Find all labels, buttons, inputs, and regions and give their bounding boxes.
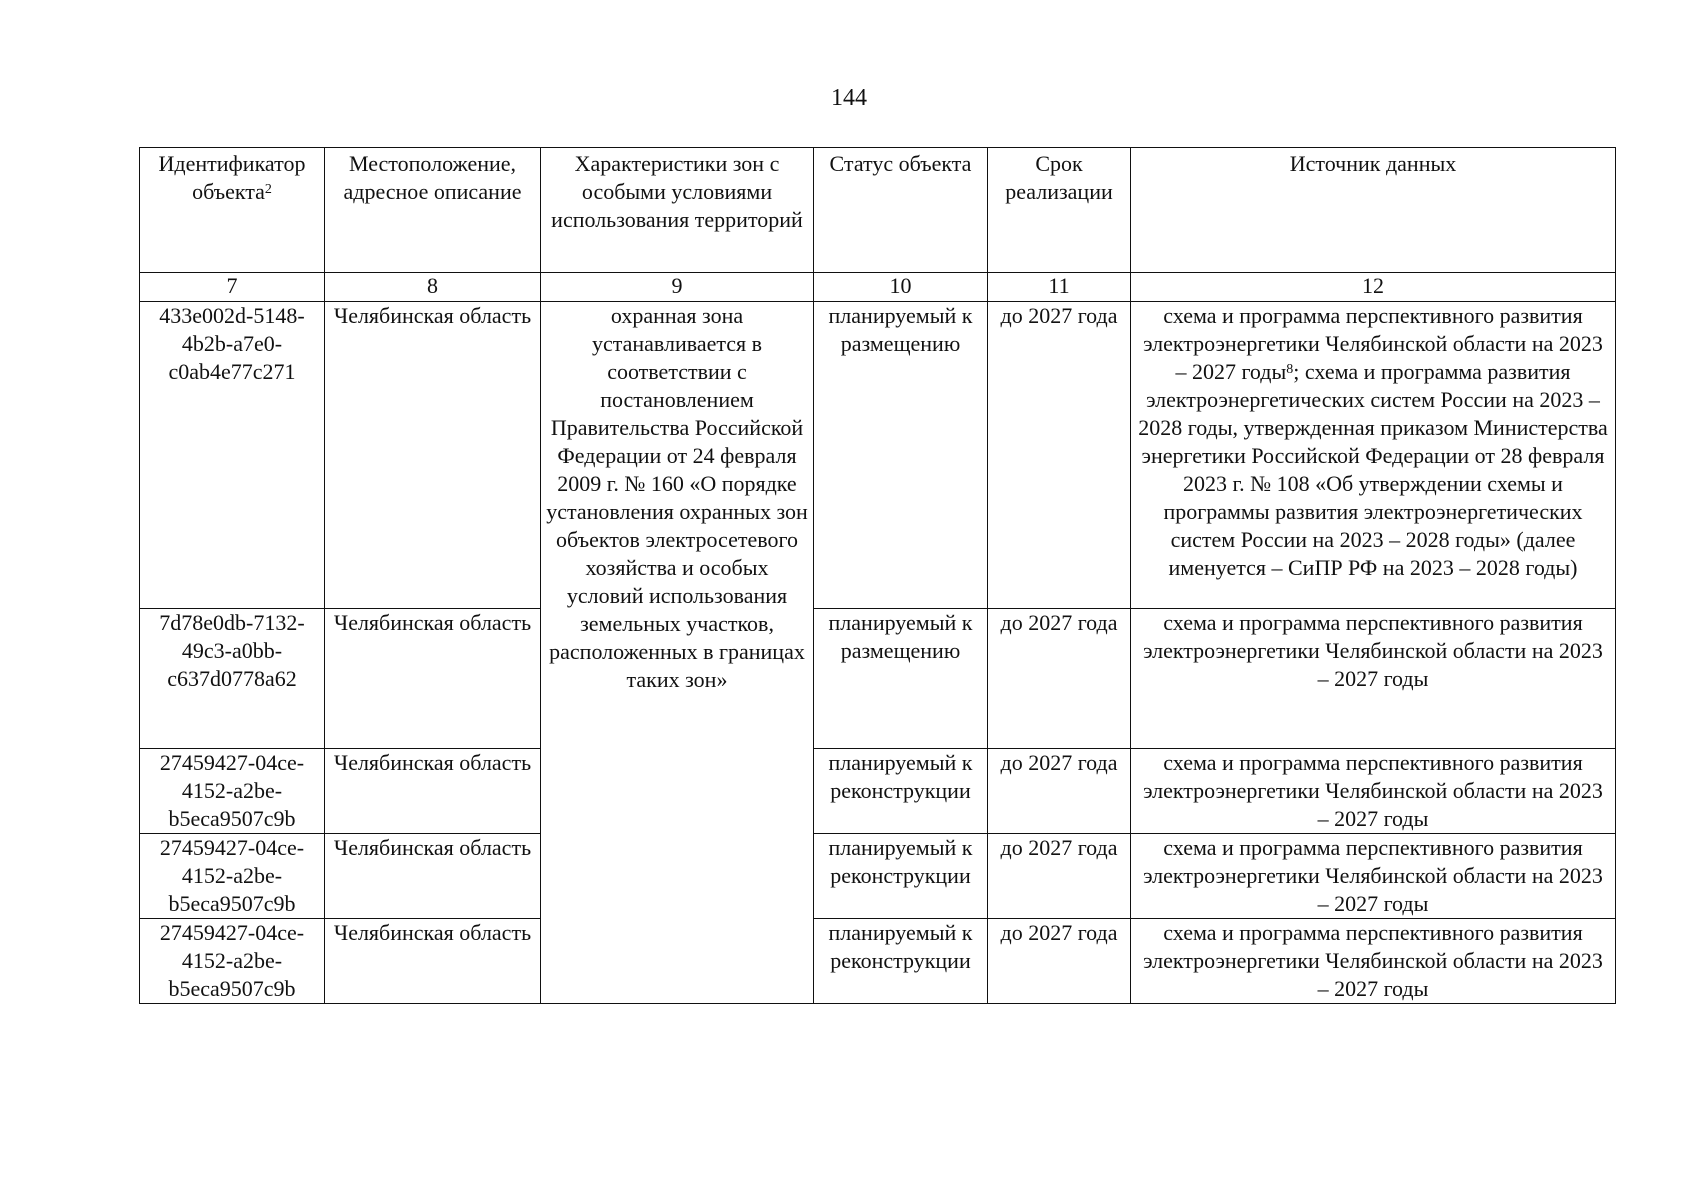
data-source: схема и программа перспективного развития электроэнергетики Челябинской области на 2023 – 2027 годы <box>1131 749 1616 834</box>
header-zone-characteristics: Характеристики зон с особыми условиями использования территорий <box>541 148 814 273</box>
zone-characteristics: охранная зона устанавливается в соответствии с постановлением Правительства Российской Федерации от 24 февраля 2009 г. № 160 «О порядке установления охранных зон объектов электросетевого хозяйства и особых условий использования земельных участков, расположенных в границах таких зон» <box>541 302 814 1004</box>
column-number: 8 <box>325 273 541 302</box>
location: Челябинская область <box>325 609 541 749</box>
object-id: 27459427-04ce-4152-a2be-b5eca9507c9b <box>140 919 325 1004</box>
object-status: планируемый к размещению <box>814 302 988 609</box>
table-row <box>140 919 1616 1004</box>
column-number: 10 <box>814 273 988 302</box>
object-status: планируемый к размещению <box>814 609 988 749</box>
implementation-term: до 2027 года <box>988 834 1131 919</box>
location: Челябинская область <box>325 302 541 609</box>
data-source: схема и программа перспективного развития электроэнергетики Челябинской области на 2023 – 2027 годы$^8$; схема и программа развития электроэнергетических систем России на 2023 – 2028 годы, утвержденная приказом Министерства энергетики Российской Федерации от 28 февраля 2023 г. № 108 «Об утверждении схемы и программы развития электроэнергетических систем России на 2023 – 2028 годы» (далее именуется – СиПР РФ на 2023 – 2028 годы) <box>1131 302 1616 609</box>
implementation-term: до 2027 года <box>988 609 1131 749</box>
table-row <box>140 302 1616 609</box>
footnote-mark: 2 <box>264 182 272 197</box>
location: Челябинская область <box>325 919 541 1004</box>
header-object-id: Идентификатор объекта$^2$ <box>140 148 325 273</box>
table-row <box>140 834 1616 919</box>
object-id: 27459427-04ce-4152-a2be-b5eca9507c9b <box>140 749 325 834</box>
implementation-term: до 2027 года <box>988 749 1131 834</box>
implementation-term: до 2027 года <box>988 919 1131 1004</box>
column-number: 12 <box>1131 273 1616 302</box>
object-id: 433e002d-5148-4b2b-a7e0-c0ab4e77c271 <box>140 302 325 609</box>
footnote-mark: 8 <box>1286 362 1294 377</box>
data-source: схема и программа перспективного развития электроэнергетики Челябинской области на 2023 – 2027 годы <box>1131 919 1616 1004</box>
header-term: Срок реализации <box>988 148 1131 273</box>
column-number-row <box>140 273 1616 302</box>
table-header-row <box>140 148 1616 273</box>
header-location: Местоположение, адресное описание <box>325 148 541 273</box>
column-number: 7 <box>140 273 325 302</box>
page-number: 144 <box>831 85 867 111</box>
object-id: 27459427-04ce-4152-a2be-b5eca9507c9b <box>140 834 325 919</box>
implementation-term: до 2027 года <box>988 302 1131 609</box>
header-status: Статус объекта <box>814 148 988 273</box>
data-source: схема и программа перспективного развития электроэнергетики Челябинской области на 2023 – 2027 годы <box>1131 834 1616 919</box>
object-id: 7d78e0db-7132-49c3-a0bb-c637d0778a62 <box>140 609 325 749</box>
table-row <box>140 609 1616 749</box>
column-number: 9 <box>541 273 814 302</box>
data-source: схема и программа перспективного развития электроэнергетики Челябинской области на 2023 – 2027 годы <box>1131 609 1616 749</box>
column-number: 11 <box>988 273 1131 302</box>
object-status: планируемый к реконструкции <box>814 919 988 1004</box>
table-row <box>140 749 1616 834</box>
header-source: Источник данных <box>1131 148 1616 273</box>
objects-table <box>139 147 1616 1004</box>
location: Челябинская область <box>325 834 541 919</box>
object-status: планируемый к реконструкции <box>814 749 988 834</box>
location: Челябинская область <box>325 749 541 834</box>
object-status: планируемый к реконструкции <box>814 834 988 919</box>
